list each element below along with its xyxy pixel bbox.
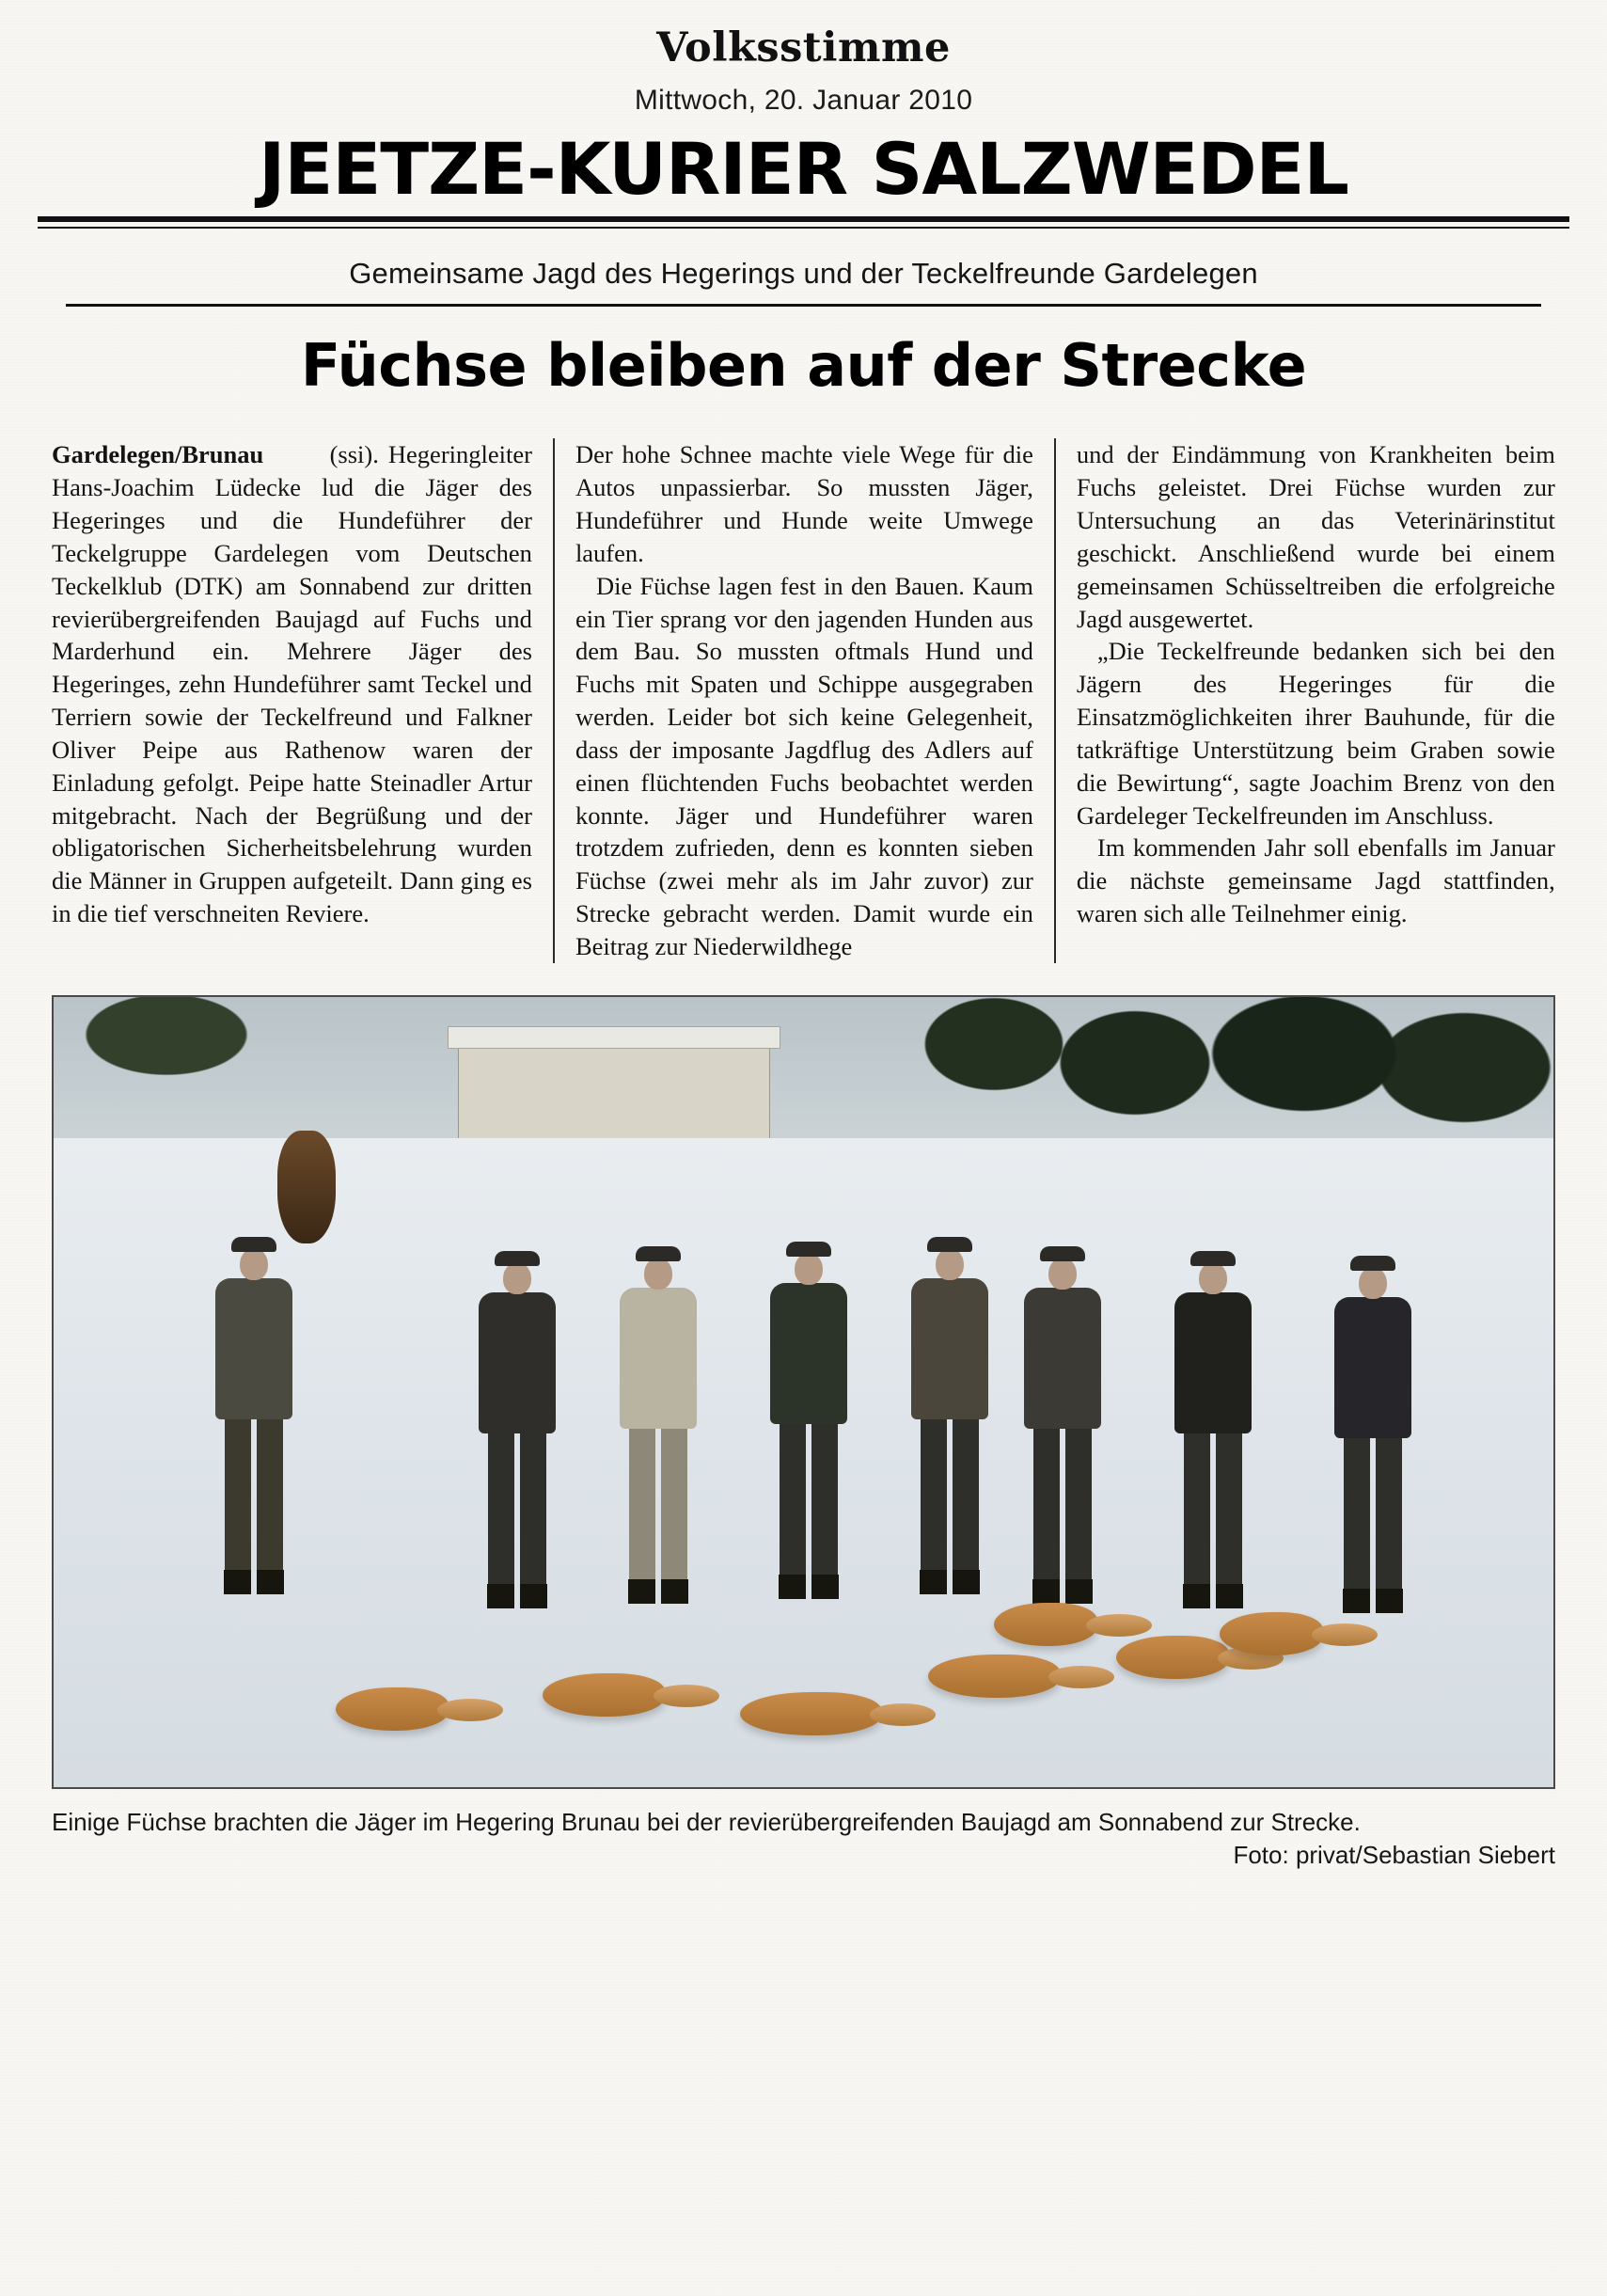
hunter-legs [1184, 1433, 1242, 1584]
photo-hunter [213, 1248, 294, 1594]
hunter-body [1174, 1292, 1252, 1433]
paper-name: Volksstimme [656, 24, 951, 71]
paragraph-text: Hegeringleiter Hans-Joachim Lüdecke lud die Jäger des Hegeringes und die Hundeführer der Teckelgruppe Gardelegen vom Deutschen Teckelklub (DTK) am Sonnabend zur dritten revierübergreifenden Baujagd auf Fuchs und Marderhund ein. Mehrere Jäger des Hegeringes, zehn Hundeführer samt Teckel und Terriern sowie der Teckelfreund und Falkner Oliver Peipe aus Rathenow waren der Einladung gefolgt. Peipe hatte Steinadler Artur mitgebracht. Nach der Begrüßung und der obligatorischen Sicherheitsbelehrung wurden die Männer in Gruppen aufgeteilt. Dann ging es in die tief verschneiten Reviere. [52, 440, 532, 928]
paragraph [52, 438, 532, 930]
photo-caption [52, 1806, 1555, 1872]
hunter-boots [487, 1584, 547, 1608]
paragraph: Der hohe Schnee machte viele Wege für die Autos unpassierbar. So mussten Jäger, Hundeführer und Hunde weite Umwege laufen. [575, 440, 1033, 567]
publication-date: Mittwoch, 20. Januar 2010 [634, 85, 973, 116]
dateline: Gardelegen/Brunau [52, 440, 264, 469]
caption-credit-line [52, 1839, 1555, 1872]
paragraph: und der Eindämmung von Krankheiten beim Fuchs geleistet. Drei Füchse wurden zur Untersuchung an das Veterinärinstitut geschickt. Anschließend wurde bei einem gemeinsamen Schüsseltreiben die erfolgreiche Jagd ausgewertet. [1076, 440, 1555, 633]
hunter-body [770, 1283, 847, 1424]
photo-fox [740, 1692, 881, 1735]
hunter-legs [921, 1419, 979, 1570]
kicker-rule [66, 304, 1541, 307]
hunter-head [644, 1258, 672, 1290]
photo-scene [54, 997, 1553, 1787]
masthead-rule-thin [38, 227, 1569, 229]
hunter-legs [1033, 1429, 1092, 1579]
masthead [0, 0, 1607, 117]
photo-fox [1220, 1612, 1323, 1655]
hunter-body [215, 1278, 292, 1419]
hunter-boots [1343, 1589, 1403, 1613]
hunter-boots [1032, 1579, 1093, 1604]
photo-fox [994, 1603, 1097, 1646]
caption-text: Einige Füchse brachten die Jäger im Hegering Brunau bei der revierübergreifenden Baujagd am Sonnabend zur Strecke. [52, 1807, 1361, 1836]
hunter-hat [1350, 1256, 1395, 1271]
hunter-hat [231, 1237, 276, 1252]
article-column-2 [553, 438, 1054, 963]
hunter-hat [636, 1246, 681, 1261]
article-column-1 [52, 438, 553, 963]
article-photo [52, 995, 1555, 1789]
article-body [52, 438, 1555, 963]
hunter-body [911, 1278, 988, 1419]
hunter-head [936, 1248, 964, 1280]
photo-hunter [909, 1248, 990, 1594]
photo-hunter [1332, 1267, 1413, 1613]
article-headline: Füchse bleiben auf der Strecke [300, 330, 1307, 400]
hunter-boots [920, 1570, 980, 1594]
author-credit: (ssi). [329, 440, 379, 469]
photo-treeline [54, 997, 1553, 1162]
hunter-hat [786, 1242, 831, 1257]
hunter-head [1199, 1262, 1227, 1294]
photo-hunter [618, 1258, 699, 1604]
photo-fox [336, 1687, 449, 1731]
hunter-head [240, 1248, 268, 1280]
hunter-body [1334, 1297, 1411, 1438]
article-column-3 [1054, 438, 1555, 963]
hunter-boots [224, 1570, 284, 1594]
hunter-head [503, 1262, 531, 1294]
edition-title-wrap [0, 127, 1607, 211]
photo-fox [1116, 1636, 1229, 1679]
hunter-legs [1344, 1438, 1402, 1589]
hunter-hat [1190, 1251, 1236, 1266]
hunter-head [795, 1253, 823, 1285]
edition-title: JEETZE-KURIER SALZWEDEL [259, 127, 1348, 211]
hunter-boots [628, 1579, 688, 1604]
hunter-hat [1040, 1246, 1085, 1261]
photo-eagle [277, 1131, 336, 1243]
photo-hunter [1173, 1262, 1253, 1608]
hunter-body [1024, 1288, 1101, 1429]
photo-hunter [768, 1253, 849, 1599]
hunter-boots [779, 1575, 839, 1599]
hunter-boots [1183, 1584, 1243, 1608]
hunter-body [620, 1288, 697, 1429]
photo-fox [928, 1655, 1060, 1698]
hunter-head [1048, 1258, 1077, 1290]
hunter-legs [629, 1429, 687, 1579]
photo-hunter [1022, 1258, 1103, 1604]
hunter-legs [780, 1424, 838, 1575]
hunter-body [479, 1292, 556, 1433]
photo-hunter [477, 1262, 558, 1608]
hunter-legs [225, 1419, 283, 1570]
paragraph: Im kommenden Jahr soll ebenfalls im Januar die nächste gemeinsame Jagd stattfinden, waren sich alle Teilnehmer einig. [1076, 833, 1555, 928]
masthead-rule-thick [38, 216, 1569, 222]
paragraph: Die Füchse lagen fest in den Bauen. Kaum ein Tier sprang vor den jagenden Hunden aus dem Bau. So mussten oftmals Hund und Fuchs mit Spaten und Schippe ausgegraben werden. Leider bot sich keine Gelegenheit, dass der imposante Jagdflug des Adlers auf einen flüchtenden Fuchs beobachtet werden konnte. Jäger und Hundeführer waren trotzdem zufrieden, denn es konnten sieben Füchse (zwei mehr als im Jahr zuvor) zur Strecke gebracht werden. Damit wurde ein Beitrag zur Niederwildhege [575, 571, 1033, 960]
hunter-hat [495, 1251, 540, 1266]
photo-credit: Foto: privat/Sebastian Siebert [1233, 1840, 1555, 1869]
hunter-head [1359, 1267, 1387, 1299]
hunter-hat [927, 1237, 972, 1252]
hunter-legs [488, 1433, 546, 1584]
photo-fox [543, 1673, 665, 1717]
paragraph: „Die Teckelfreunde bedanken sich bei den Jägern des Hegeringes für die Einsatzmöglichkeiten ihrer Bauhunde, für die tatkräftige Unterstützung beim Graben sowie die Bewirtung“, sagte Joachim Brenz von den Gardeleger Teckelfreunden im Anschluss. [1076, 637, 1555, 830]
article-kicker: Gemeinsame Jagd des Hegerings und der Teckelfreunde Gardelegen [349, 256, 1258, 290]
